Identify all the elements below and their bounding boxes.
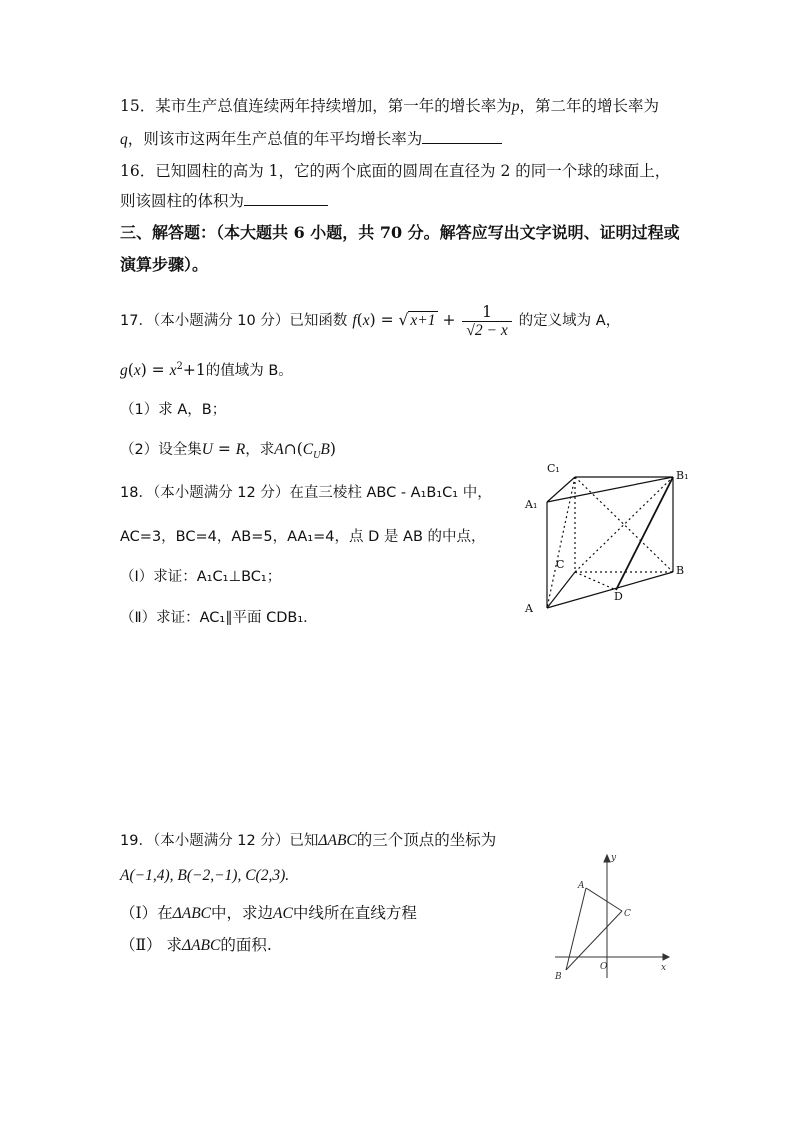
q18-part-1: （Ⅰ）求证：A₁C₁⊥BC₁； <box>120 569 282 585</box>
prism-figure <box>520 460 700 620</box>
label-y: y <box>611 853 617 863</box>
q16-line-1: 16．已知圆柱的高为 1，它的两个底面的圆周在直径为 2 的同一个球的球面上， <box>120 162 671 180</box>
label-b: B <box>676 564 685 577</box>
section-3-heading-line-2: 演算步骤）。 <box>120 255 209 274</box>
label-c1: C₁ <box>547 462 560 475</box>
label-b: B <box>555 972 562 980</box>
section-3-heading-line-1: 三、解答题：（本大题共 6 小题，共 70 分。解答应写出文字说明、证明过程或 <box>120 223 680 242</box>
q16-answer-blank[interactable] <box>244 191 328 206</box>
x-axis-arrow-icon <box>663 954 669 960</box>
label-d: D <box>614 590 623 603</box>
q18-line-1: 18．（本小题满分 12 分）在直三棱柱 ABC - A₁B₁C₁ 中， <box>120 485 492 501</box>
edge-b1d <box>616 477 673 590</box>
label-a: A <box>525 602 533 615</box>
y-axis-arrow-icon <box>604 855 610 862</box>
q17-part-2: （2）设全集U = R，求$A\cap(C_UB)$ <box>120 440 336 462</box>
q17-fraction: $\frac{1}{√2 - x}$ <box>462 303 511 340</box>
q19-part-2: （Ⅱ） 求ΔABC的面积. <box>120 936 272 954</box>
label-c: C <box>624 909 631 919</box>
q17-line-2: $g(x) = x^2+1$的值域为 B。 <box>120 361 293 380</box>
edge-cd-dashed <box>575 572 616 590</box>
edge-ac1-dashed <box>547 477 575 608</box>
q15-answer-blank[interactable] <box>422 129 502 144</box>
q19-line-1: 19．（本小题满分 12 分）已知ΔABC的三个顶点的坐标为 <box>120 831 497 849</box>
q17-part-1: （1）求 A，B； <box>120 402 227 418</box>
side-bc <box>566 911 622 970</box>
triangle-coordinate-figure <box>545 850 675 980</box>
q19-part-1: （Ⅰ）在ΔABC中，求边AC中线所在直线方程 <box>120 904 417 922</box>
q16-line-2: 则该圆柱的体积为 <box>120 190 328 212</box>
side-ac <box>586 888 622 911</box>
q18-line-2: AC=3，BC=4，AB=5，AA₁=4，点 D 是 AB 的中点， <box>120 529 486 545</box>
q15-line-2: q，则该市这两年生产总值的年平均增长率为 <box>120 128 502 151</box>
q17-line-1: 17．（本小题满分 10 分）已知函数 f(x) = √ x+1 + $\frac{1}{√2 - x}$ 的定义域为 A， <box>120 302 621 339</box>
label-x: x <box>661 963 667 973</box>
q15-line-1: 15．某市生产总值连续两年持续增加，第一年的增长率为p，第二年的增长率为 <box>120 97 659 115</box>
q18-part-2: （Ⅱ）求证：AC₁∥平面 CDB₁． <box>120 610 318 626</box>
side-ab <box>566 888 586 970</box>
edge-a1b1 <box>547 477 673 502</box>
q19-coords: A(−1,4), B(−2,−1), C(2,3). <box>120 867 290 884</box>
edge-ab <box>547 572 673 608</box>
label-a1: A₁ <box>525 498 538 511</box>
label-a: A <box>578 881 585 891</box>
label-b1: B₁ <box>676 469 689 482</box>
label-o: O <box>600 962 608 972</box>
label-c: C <box>556 558 565 571</box>
